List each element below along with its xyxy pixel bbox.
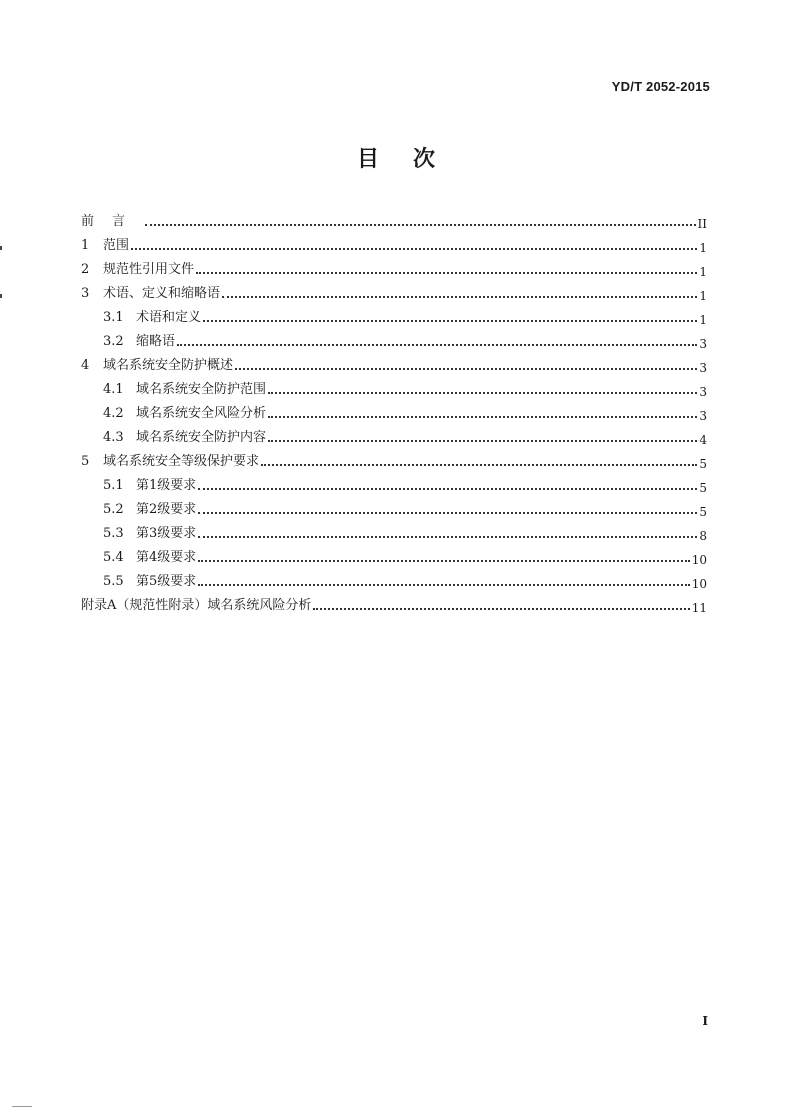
toc-leader-dots — [268, 415, 697, 418]
toc-entry-number: 5 — [81, 454, 90, 469]
toc-entry-page: 11 — [691, 601, 707, 615]
toc-entry-number: 4.1 — [103, 382, 124, 397]
toc-entry-number: 3.2 — [103, 334, 124, 349]
toc-entry-page: 3 — [699, 337, 707, 351]
toc-entry-number: 3.1 — [103, 310, 124, 325]
toc-entry-number: 5.5 — [103, 574, 124, 589]
toc-entry — [81, 206, 707, 230]
toc-leader-dots — [198, 535, 697, 538]
toc-leader-dots — [198, 487, 697, 490]
toc-entry-title: 域名系统安全防护概述 — [103, 358, 234, 373]
toc-entry-page: 4 — [699, 433, 707, 447]
scan-mark — [0, 294, 2, 298]
toc-entry-page: 3 — [699, 409, 707, 423]
toc-entry — [81, 446, 707, 470]
toc-entry-number: 2 — [81, 262, 90, 277]
toc-entry-number: 4.3 — [103, 430, 124, 445]
toc-leader-dots — [177, 343, 697, 346]
toc-entry — [81, 374, 707, 398]
toc-leader-dots — [203, 319, 697, 322]
toc-entry-title: 术语和定义 — [136, 310, 202, 325]
toc-entry — [81, 494, 707, 518]
toc-entry-page: 1 — [699, 289, 707, 303]
toc-entry-title: 第1级要求 — [136, 478, 197, 493]
toc-entry-title: 术语、定义和缩略语 — [103, 286, 221, 301]
toc-entry-number: 5.2 — [103, 502, 124, 517]
toc-entry-page: 10 — [691, 577, 707, 591]
toc-entry — [81, 350, 707, 374]
toc-entry — [81, 542, 707, 566]
toc-leader-dots — [222, 295, 697, 298]
toc-entry — [81, 566, 707, 590]
toc-entry-page: 3 — [699, 385, 707, 399]
toc-entry-page: 1 — [699, 313, 707, 327]
toc-leader-dots — [268, 391, 697, 394]
toc-entry-title: 第5级要求 — [136, 574, 197, 589]
toc-entry-page: 5 — [699, 481, 707, 495]
toc-leader-dots — [313, 607, 689, 610]
toc-entry-number: 5.4 — [103, 550, 124, 565]
toc-entry — [81, 518, 707, 542]
toc-entry — [81, 590, 707, 614]
toc-entry-title: 第3级要求 — [136, 526, 197, 541]
toc-entry-page: 10 — [691, 553, 707, 567]
toc-entry-page: 5 — [699, 457, 707, 471]
toc-leader-dots — [268, 439, 697, 442]
toc-entry — [81, 470, 707, 494]
table-of-contents — [81, 206, 707, 614]
toc-entry-title: 前言 — [81, 214, 144, 229]
toc-entry-title: 第2级要求 — [136, 502, 197, 517]
toc-entry — [81, 278, 707, 302]
toc-entry — [81, 302, 707, 326]
toc-entry-title: 第4级要求 — [136, 550, 197, 565]
toc-entry — [81, 398, 707, 422]
toc-entry-number: 5.1 — [103, 478, 124, 493]
toc-entry-title: 域名系统安全防护范围 — [136, 382, 267, 397]
toc-leader-dots — [196, 271, 697, 274]
toc-entry-title: 范围 — [103, 238, 130, 253]
toc-leader-dots — [198, 511, 697, 514]
toc-leader-dots — [198, 583, 689, 586]
document-code: YD/T 2052-2015 — [611, 79, 710, 94]
toc-entry-title: 域名系统安全风险分析 — [136, 406, 267, 421]
toc-entry-number: 4 — [81, 358, 90, 373]
toc-entry-page: 8 — [699, 529, 707, 543]
toc-entry-number: 3 — [81, 286, 90, 301]
toc-entry — [81, 422, 707, 446]
toc-entry-number: 5.3 — [103, 526, 124, 541]
toc-leader-dots — [198, 559, 689, 562]
toc-entry-title: 规范性引用文件 — [103, 262, 195, 277]
toc-entry — [81, 230, 707, 254]
page-number: I — [702, 1014, 708, 1028]
toc-entry-number: 1 — [81, 238, 90, 253]
toc-entry-title: 域名系统安全等级保护要求 — [103, 454, 260, 469]
toc-entry-title: 域名系统安全防护内容 — [136, 430, 267, 445]
toc-entry-page: 3 — [699, 361, 707, 375]
toc-entry-page: 1 — [699, 265, 707, 279]
toc-entry-page: 5 — [699, 505, 707, 519]
toc-leader-dots — [131, 247, 697, 250]
toc-entry-title: 附录A（规范性附录）域名系统风险分析 — [81, 598, 312, 613]
toc-leader-dots — [235, 367, 697, 370]
toc-entry-title: 缩略语 — [136, 334, 176, 349]
toc-leader-dots — [261, 463, 697, 466]
scan-mark — [12, 1106, 32, 1107]
toc-leader-dots — [145, 223, 696, 226]
toc-title: 目次 — [356, 146, 469, 172]
scan-mark — [0, 246, 2, 250]
toc-entry-page: II — [697, 217, 707, 231]
toc-entry-page: 1 — [699, 241, 707, 255]
toc-entry-number: 4.2 — [103, 406, 124, 421]
toc-entry — [81, 326, 707, 350]
toc-entry — [81, 254, 707, 278]
